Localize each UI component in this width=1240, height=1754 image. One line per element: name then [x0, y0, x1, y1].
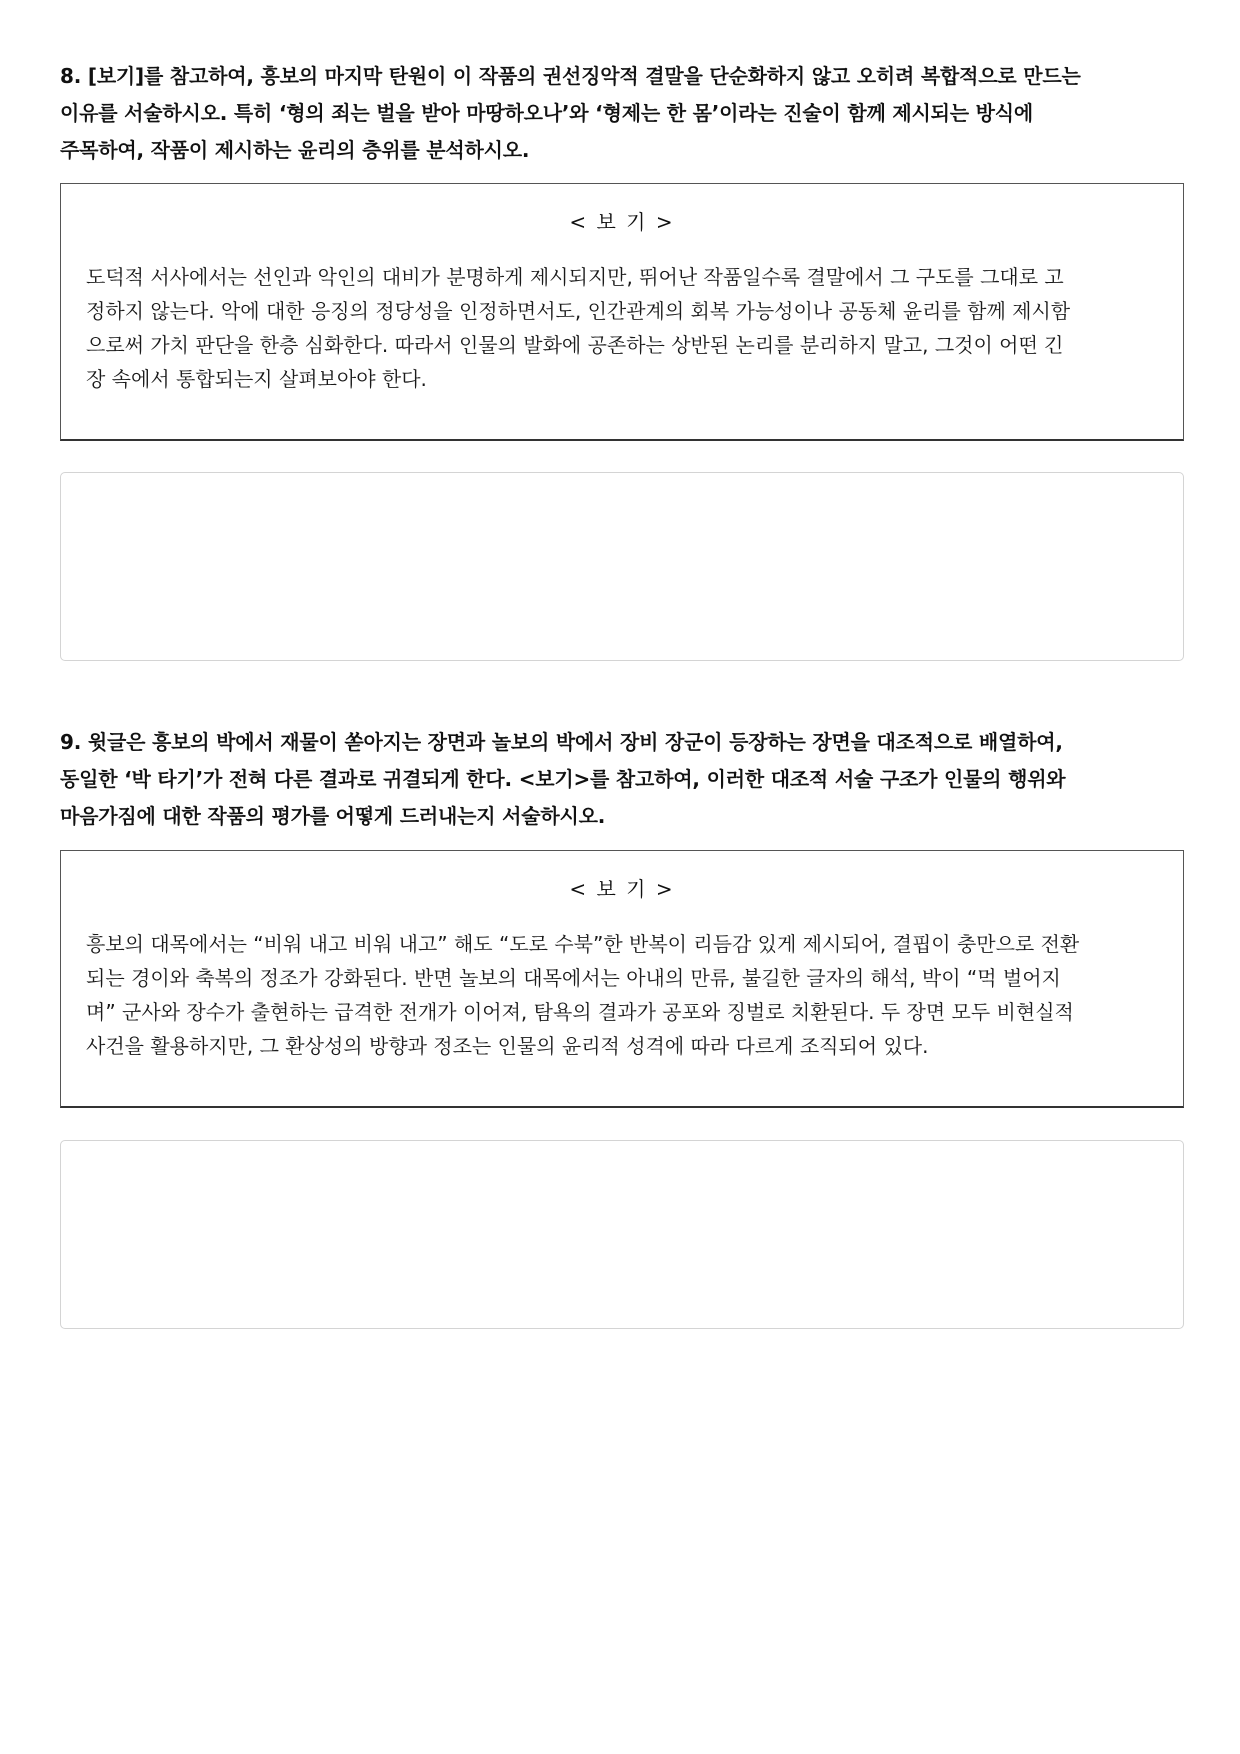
bogi-line: 사건을 활용하지만, 그 환상성의 방향과 정조는 인물의 윤리적 성격에 따라 다르게 조직되어 있다.: [86, 1034, 929, 1058]
question-line: 9. 윗글은 흥보의 박에서 재물이 쏟아지는 장면과 놀보의 박에서 장비 장군이 등장하는 장면을 대조적으로 배열하여,: [60, 730, 1063, 754]
question-line: 이유를 서술하시오. 특히 ‘형의 죄는 벌을 받아 마땅하오나’와 ‘형제는 한 몸’이라는 진술이 함께 제시되는 방식에: [60, 101, 1033, 125]
bogi-body: [86, 927, 1162, 1063]
bogi-title: < 보 기 >: [569, 210, 675, 234]
bogi-line: 흥보의 대목에서는 “비워 내고 비워 내고” 해도 “도로 수북”한 반복이 리듬감 있게 제시되어, 결핍이 충만으로 전환: [86, 932, 1080, 956]
question-line: 동일한 ‘박 타기’가 전혀 다른 결과로 귀결되게 한다. <보기>를 참고하여, 이러한 대조적 서술 구조가 인물의 행위와: [60, 767, 1066, 791]
bogi-line: 정하지 않는다. 악에 대한 응징의 정당성을 인정하면서도, 인간관계의 회복 가능성이나 공동체 윤리를 함께 제시함: [86, 299, 1071, 323]
bogi-line: 도덕적 서사에서는 선인과 악인의 대비가 분명하게 제시되지만, 뛰어난 작품일수록 결말에서 그 구도를 그대로 고: [86, 265, 1064, 289]
question-8-bogi-box: [60, 183, 1184, 441]
question-9-answer-box[interactable]: [60, 1140, 1184, 1329]
question-8-prompt: [60, 58, 1184, 169]
bogi-body: [86, 260, 1162, 396]
bogi-line: 으로써 가치 판단을 한층 심화한다. 따라서 인물의 발화에 공존하는 상반된 논리를 분리하지 말고, 그것이 어떤 긴: [86, 333, 1064, 357]
question-9-prompt: [60, 724, 1184, 835]
question-8-answer-box[interactable]: [60, 472, 1184, 661]
question-line: 8. [보기]를 참고하여, 흥보의 마지막 탄원이 이 작품의 권선징악적 결말을 단순화하지 않고 오히려 복합적으로 만드는: [60, 64, 1081, 88]
bogi-title: < 보 기 >: [569, 877, 675, 901]
question-9-bogi-box: [60, 850, 1184, 1108]
bogi-line: 며” 군사와 장수가 출현하는 급격한 전개가 이어져, 탐욕의 결과가 공포와 징벌로 치환된다. 두 장면 모두 비현실적: [86, 1000, 1074, 1024]
bogi-line: 장 속에서 통합되는지 살펴보아야 한다.: [86, 367, 427, 391]
bogi-line: 되는 경이와 축복의 정조가 강화된다. 반면 놀보의 대목에서는 아내의 만류, 불길한 글자의 해석, 박이 “먹 벌어지: [86, 966, 1061, 990]
question-line: 주목하여, 작품이 제시하는 윤리의 층위를 분석하시오.: [60, 138, 530, 162]
question-line: 마음가짐에 대한 작품의 평가를 어떻게 드러내는지 서술하시오.: [60, 804, 606, 828]
